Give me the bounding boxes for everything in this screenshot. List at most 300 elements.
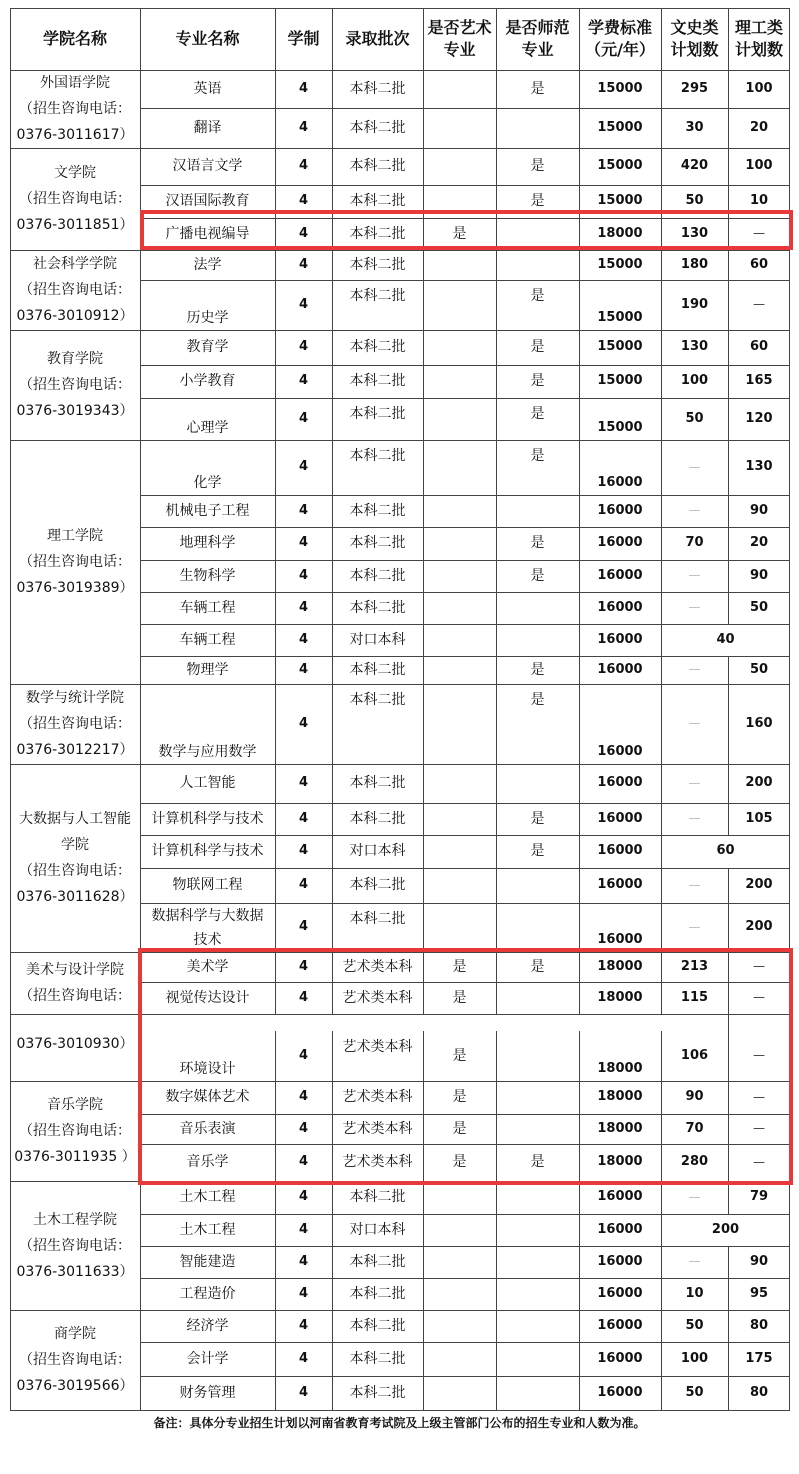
header-cell: 是否师范 专业: [505, 18, 570, 59]
header-cell: 理工类 计划数: [734, 18, 783, 59]
sci-plan: 20: [749, 119, 769, 135]
batch-value: 本科二批: [349, 1317, 406, 1334]
batch-value: 对口本科: [349, 1221, 406, 1238]
header-cell: 学制: [287, 29, 320, 49]
normal-flag: [496, 764, 579, 803]
major-name: 智能建造: [179, 1253, 236, 1270]
grid-line-h: [140, 527, 790, 528]
header-cell: 是否艺术 专业: [427, 18, 492, 59]
batch-value: 本科二批: [349, 406, 406, 422]
fee-value: 15000: [597, 256, 643, 272]
arts-plan: —: [688, 775, 701, 790]
normal-flag: 是: [530, 193, 545, 210]
grid-line-h: [10, 952, 140, 953]
batch-value: 本科二批: [349, 1350, 406, 1367]
art-flag: 是: [452, 1120, 467, 1137]
batch-value: 艺术类本科: [342, 1154, 413, 1171]
fee-value: 16000: [597, 810, 643, 826]
art-flag: [423, 70, 496, 108]
batch-value: 本科二批: [349, 1189, 406, 1206]
arts-plan: 115: [680, 989, 709, 1005]
art-flag: [423, 592, 496, 624]
batch-value: 本科二批: [349, 1384, 406, 1401]
major-name: 人工智能: [179, 775, 236, 792]
arts-plan: —: [688, 716, 701, 731]
grid-line-h: [10, 440, 140, 441]
enrollment-plan-table: [10, 8, 790, 1410]
years-value: 4: [298, 459, 309, 475]
art-flag: [423, 398, 496, 440]
batch-value: 本科二批: [349, 225, 406, 242]
sci-plan: 80: [749, 1384, 769, 1400]
grid-line-h: [10, 764, 140, 765]
college-title: 数学与统计学院: [26, 690, 124, 706]
normal-flag: [496, 1376, 579, 1410]
fee-value: 16000: [597, 843, 643, 859]
major-name: 数字媒体艺术: [165, 1089, 250, 1106]
arts-plan: —: [688, 1189, 701, 1204]
college-name: [10, 70, 140, 148]
batch-value: 本科二批: [349, 1285, 406, 1302]
college-title: 商学院: [54, 1326, 96, 1342]
normal-flag: [496, 592, 579, 624]
years-value: 4: [298, 877, 309, 893]
years-value: 4: [298, 1253, 309, 1269]
normal-flag: 是: [530, 406, 545, 422]
grid-line-v: [332, 8, 333, 1014]
years-value: 4: [298, 1189, 309, 1205]
arts-plan: 280: [680, 1154, 709, 1170]
fee-value: 16000: [597, 932, 643, 948]
normal-flag: 是: [530, 810, 545, 827]
years-value: 4: [298, 631, 309, 647]
fee-value: 15000: [597, 310, 643, 326]
highlight-box-broadcasting: [140, 210, 793, 250]
normal-flag: [496, 1214, 579, 1246]
art-flag: [423, 1278, 496, 1310]
art-flag: 是: [452, 989, 467, 1006]
years-value: 4: [298, 410, 309, 426]
grid-line-h: [140, 868, 790, 869]
arts-plan: 50: [685, 193, 704, 209]
fee-value: 16000: [597, 1285, 643, 1301]
fee-value: 16000: [597, 1317, 643, 1333]
grid-line-h: [10, 148, 140, 149]
grid-line-h: [140, 684, 790, 685]
art-flag: 是: [452, 1047, 467, 1064]
years-value: 4: [298, 715, 309, 731]
grid-line-h: [10, 70, 790, 71]
years-value: 4: [298, 567, 309, 583]
years-value: 4: [298, 1221, 309, 1237]
normal-flag: 是: [530, 958, 545, 975]
fee-value: 15000: [597, 119, 643, 135]
fee-value: 16000: [597, 502, 643, 518]
sci-plan: —: [753, 1121, 765, 1136]
years-value: 4: [298, 1317, 309, 1333]
years-value: 4: [298, 599, 309, 615]
college-contact: 0376-3010930）: [16, 1036, 134, 1052]
normal-flag: 是: [530, 80, 545, 97]
college-name: [10, 952, 140, 1014]
batch-value: 艺术类本科: [342, 1120, 413, 1137]
years-value: 4: [298, 843, 309, 859]
years-value: 4: [298, 989, 309, 1005]
years-value: 4: [298, 661, 309, 677]
arts-plan: 50: [685, 1384, 704, 1400]
major-name: 地理科学: [179, 535, 236, 552]
art-flag: [423, 684, 496, 764]
plan-merged: 60: [716, 843, 735, 859]
normal-flag: [496, 1310, 579, 1342]
major-name: 土木工程: [179, 1189, 236, 1206]
arts-plan: 70: [685, 535, 704, 551]
major-name: 英语: [193, 80, 222, 97]
college-contact: （招生咨询电话：0376-3011617）: [16, 101, 134, 143]
art-flag: [423, 1181, 496, 1214]
batch-value: 本科二批: [349, 911, 406, 927]
major-name: 计算机科学与技术: [151, 810, 264, 827]
art-flag: [423, 656, 496, 684]
grid-line-h: [140, 495, 790, 496]
major-name: 数据科学与大数据技术: [151, 907, 264, 948]
fee-value: 18000: [597, 989, 643, 1005]
art-flag: 是: [452, 225, 467, 242]
fee-value: 18000: [597, 1061, 643, 1077]
major-name: 翻译: [193, 119, 222, 136]
major-name: 生物科学: [179, 567, 236, 584]
major-name: 土木工程: [179, 1221, 236, 1238]
grid-line-v: [496, 8, 497, 1014]
grid-line-h: [140, 440, 790, 441]
years-value: 4: [298, 1384, 309, 1400]
batch-value: 本科二批: [349, 535, 406, 552]
fee-value: 16000: [597, 744, 643, 760]
grid-line-h: [140, 280, 790, 281]
arts-plan: 100: [680, 373, 709, 389]
sci-plan: —: [753, 1048, 765, 1063]
college-contact: （招生咨询电话：0376-3012217）: [16, 716, 134, 758]
grid-line-h: [140, 108, 790, 109]
art-flag: [423, 1376, 496, 1410]
normal-flag: 是: [530, 448, 545, 464]
art-flag: [423, 803, 496, 835]
college-title: 社会科学学院: [33, 256, 117, 272]
major-name: 物理学: [186, 661, 229, 678]
years-value: 4: [298, 1047, 309, 1063]
college-name: [10, 1081, 140, 1181]
art-flag: [423, 1342, 496, 1376]
batch-value: 本科二批: [349, 567, 406, 584]
college-contact: （招生咨询电话：0376-3019389）: [16, 554, 134, 596]
major-name: 历史学: [186, 309, 229, 326]
header-cell: 文史类 计划数: [670, 18, 719, 59]
sci-plan: 60: [749, 256, 769, 272]
major-name: 计算机科学与技术: [151, 843, 264, 860]
arts-plan: 420: [680, 158, 709, 174]
major-name: 车辆工程: [179, 599, 236, 616]
normal-flag: 是: [530, 843, 545, 860]
header-cell: 专业名称: [175, 29, 240, 49]
grid-line-h: [140, 1246, 790, 1247]
sci-plan: —: [753, 1154, 765, 1169]
normal-flag: 是: [530, 567, 545, 584]
fee-value: 16000: [597, 535, 643, 551]
major-name: 车辆工程: [179, 631, 236, 648]
header-cell: 学费标准 （元/年）: [585, 18, 655, 59]
college-name: [10, 148, 140, 250]
art-flag: [423, 440, 496, 495]
major-name: 财务管理: [179, 1384, 236, 1401]
fee-value: 16000: [597, 661, 643, 677]
grid-line-h: [140, 148, 790, 149]
sci-plan: 200: [745, 877, 773, 893]
sci-plan: 130: [745, 459, 773, 475]
grid-line-h: [140, 903, 790, 904]
fee-value: 15000: [597, 420, 643, 436]
batch-value: 本科二批: [349, 599, 406, 616]
batch-value: 艺术类本科: [342, 989, 413, 1006]
college-contact: （招生咨询电话：0376-3011628）: [16, 863, 134, 905]
grid-line-v: [10, 8, 11, 1410]
major-name: 化学: [193, 474, 222, 491]
grid-line-h: [10, 1181, 140, 1182]
years-value: 4: [298, 296, 309, 312]
years-value: 4: [298, 225, 309, 241]
art-flag: 是: [452, 958, 467, 975]
normal-flag: 是: [530, 288, 545, 304]
college-title: 音乐学院: [47, 1097, 103, 1113]
years-value: 4: [298, 1154, 309, 1170]
normal-flag: 是: [530, 1154, 545, 1171]
college-name: [10, 440, 140, 684]
grid-line-h: [140, 560, 790, 561]
fee-value: 16000: [597, 475, 643, 491]
college-name: [10, 250, 140, 330]
batch-value: 本科二批: [349, 158, 406, 175]
grid-line-h: [140, 365, 790, 366]
arts-plan: —: [688, 811, 701, 826]
years-value: 4: [298, 1120, 309, 1136]
normal-flag: 是: [530, 373, 545, 390]
sci-plan: 165: [745, 373, 773, 389]
batch-value: 本科二批: [349, 339, 406, 356]
college-title: 文学院: [54, 165, 96, 181]
grid-line-h: [10, 250, 140, 251]
years-value: 4: [298, 535, 309, 551]
art-flag: [423, 527, 496, 560]
years-value: 4: [298, 919, 309, 935]
batch-value: 本科二批: [349, 775, 406, 792]
normal-flag: 是: [530, 661, 545, 678]
arts-plan: —: [688, 568, 701, 583]
batch-value: 本科二批: [349, 502, 406, 519]
major-name: 会计学: [186, 1350, 229, 1367]
grid-line-v: [728, 1246, 729, 1410]
years-value: 4: [298, 958, 309, 974]
grid-line-h: [10, 1014, 140, 1015]
college-title: 外国语学院: [40, 75, 110, 91]
grid-line-h: [140, 592, 790, 593]
normal-flag: [496, 903, 579, 952]
arts-plan: —: [688, 503, 701, 518]
art-flag: [423, 868, 496, 903]
batch-value: 本科二批: [349, 119, 406, 136]
major-name: 工程造价: [179, 1285, 236, 1302]
arts-plan: —: [688, 1254, 701, 1269]
batch-value: 本科二批: [349, 256, 406, 273]
grid-line-h: [10, 1410, 140, 1411]
normal-flag: [496, 1278, 579, 1310]
sci-plan: —: [753, 959, 765, 974]
normal-flag: [496, 1342, 579, 1376]
arts-plan: 213: [680, 958, 709, 974]
normal-flag: [496, 1181, 579, 1214]
normal-flag: [496, 624, 579, 656]
grid-line-h: [10, 330, 140, 331]
art-flag: 是: [452, 1154, 467, 1171]
college-title: 理工学院: [47, 528, 103, 544]
major-name: 数学与应用数学: [158, 743, 257, 760]
grid-line-h: [140, 624, 790, 625]
years-value: 4: [298, 810, 309, 826]
arts-plan: 190: [680, 296, 709, 312]
normal-flag: [496, 1246, 579, 1278]
batch-value: 本科二批: [349, 810, 406, 827]
fee-value: 16000: [597, 775, 643, 791]
art-flag: [423, 1246, 496, 1278]
fee-value: 15000: [597, 158, 643, 174]
grid-line-v: [728, 656, 729, 835]
grid-line-h: [140, 1278, 790, 1279]
years-value: 4: [298, 119, 309, 135]
arts-plan: 106: [680, 1047, 709, 1063]
grid-line-h: [10, 1310, 140, 1311]
years-value: 4: [298, 80, 309, 96]
years-value: 4: [298, 1089, 309, 1105]
grid-line-h: [140, 398, 790, 399]
major-name: 音乐表演: [179, 1120, 236, 1137]
sci-plan: 60: [749, 339, 769, 355]
sci-plan: 90: [749, 1253, 769, 1269]
sci-plan: 100: [745, 158, 773, 174]
sci-plan: 175: [745, 1350, 773, 1366]
normal-flag: [496, 868, 579, 903]
normal-flag: [496, 250, 579, 280]
normal-flag: [496, 495, 579, 527]
footnote: 备注：具体分专业招生计划以河南省教育考试院及上级主管部门公布的招生专业和人数为准。: [153, 1416, 646, 1430]
arts-plan: 70: [685, 1120, 704, 1136]
arts-plan: —: [688, 919, 701, 934]
sci-plan: 200: [745, 775, 773, 791]
fee-value: 15000: [597, 193, 643, 209]
batch-value: 本科二批: [349, 661, 406, 678]
art-flag: [423, 764, 496, 803]
arts-plan: 130: [680, 225, 709, 241]
grid-line-h: [140, 1342, 790, 1343]
grid-line-h: [140, 1410, 790, 1411]
grid-line-h: [10, 8, 790, 9]
fee-value: 15000: [597, 80, 643, 96]
art-flag: [423, 1214, 496, 1246]
grid-line-h: [140, 803, 790, 804]
fee-value: 16000: [597, 599, 643, 615]
college-name: [10, 330, 140, 440]
sci-plan: —: [753, 226, 765, 241]
years-value: 4: [298, 193, 309, 209]
art-flag: [423, 365, 496, 398]
major-name: 广播电视编导: [165, 225, 250, 242]
major-name: 美术学: [186, 958, 229, 975]
batch-value: 对口本科: [349, 843, 406, 860]
highlight-box-art-majors: [138, 948, 793, 1185]
sci-plan: —: [753, 1089, 765, 1104]
fee-value: 18000: [597, 1089, 643, 1105]
batch-value: 艺术类本科: [342, 1089, 413, 1106]
grid-line-h: [140, 250, 790, 251]
arts-plan: 180: [680, 256, 709, 272]
fee-value: 16000: [597, 567, 643, 583]
fee-value: 18000: [597, 1120, 643, 1136]
fee-value: 16000: [597, 877, 643, 893]
years-value: 4: [298, 256, 309, 272]
major-name: 物联网工程: [172, 877, 243, 894]
arts-plan: 50: [685, 410, 704, 426]
grid-line-v: [423, 8, 424, 1014]
college-contact: （招生咨询电话：0376-3019566）: [16, 1352, 134, 1394]
sci-plan: 200: [745, 919, 773, 935]
batch-value: 本科二批: [349, 193, 406, 210]
major-name: 汉语言文学: [172, 158, 243, 175]
sci-plan: 120: [745, 410, 773, 426]
major-name: 小学教育: [179, 373, 236, 390]
grid-line-h: [140, 330, 790, 331]
header-cell: 学院名称: [42, 29, 107, 49]
major-name: 经济学: [186, 1317, 229, 1334]
years-value: 4: [298, 502, 309, 518]
arts-plan: 10: [685, 1285, 704, 1301]
grid-line-h: [140, 1310, 790, 1311]
normal-flag: 是: [530, 692, 545, 708]
grid-line-v: [661, 8, 662, 1014]
fee-value: 16000: [597, 1350, 643, 1366]
college-name: [10, 764, 140, 952]
major-name: 视觉传达设计: [165, 989, 250, 1006]
college-name: [10, 1181, 140, 1310]
years-value: 4: [298, 1285, 309, 1301]
college-title: 大数据与人工智能学院: [19, 811, 131, 853]
years-value: 4: [298, 373, 309, 389]
grid-line-h: [140, 185, 790, 186]
arts-plan: 295: [680, 80, 709, 96]
arts-plan: 50: [685, 1317, 704, 1333]
batch-value: 本科二批: [349, 877, 406, 894]
college-title: 美术与设计学院: [26, 962, 124, 978]
college-name: [10, 1031, 140, 1081]
college-title: 教育学院: [47, 351, 103, 367]
art-flag: [423, 1310, 496, 1342]
fee-value: 16000: [597, 1221, 643, 1237]
art-flag: [423, 250, 496, 280]
sci-plan: 20: [749, 535, 769, 551]
grid-line-h: [140, 764, 790, 765]
grid-line-h: [140, 656, 790, 657]
major-name: 教育学: [186, 339, 229, 356]
batch-value: 艺术类本科: [342, 1039, 413, 1055]
arts-plan: 30: [685, 119, 704, 135]
sci-plan: 160: [745, 715, 773, 731]
art-flag: [423, 148, 496, 185]
